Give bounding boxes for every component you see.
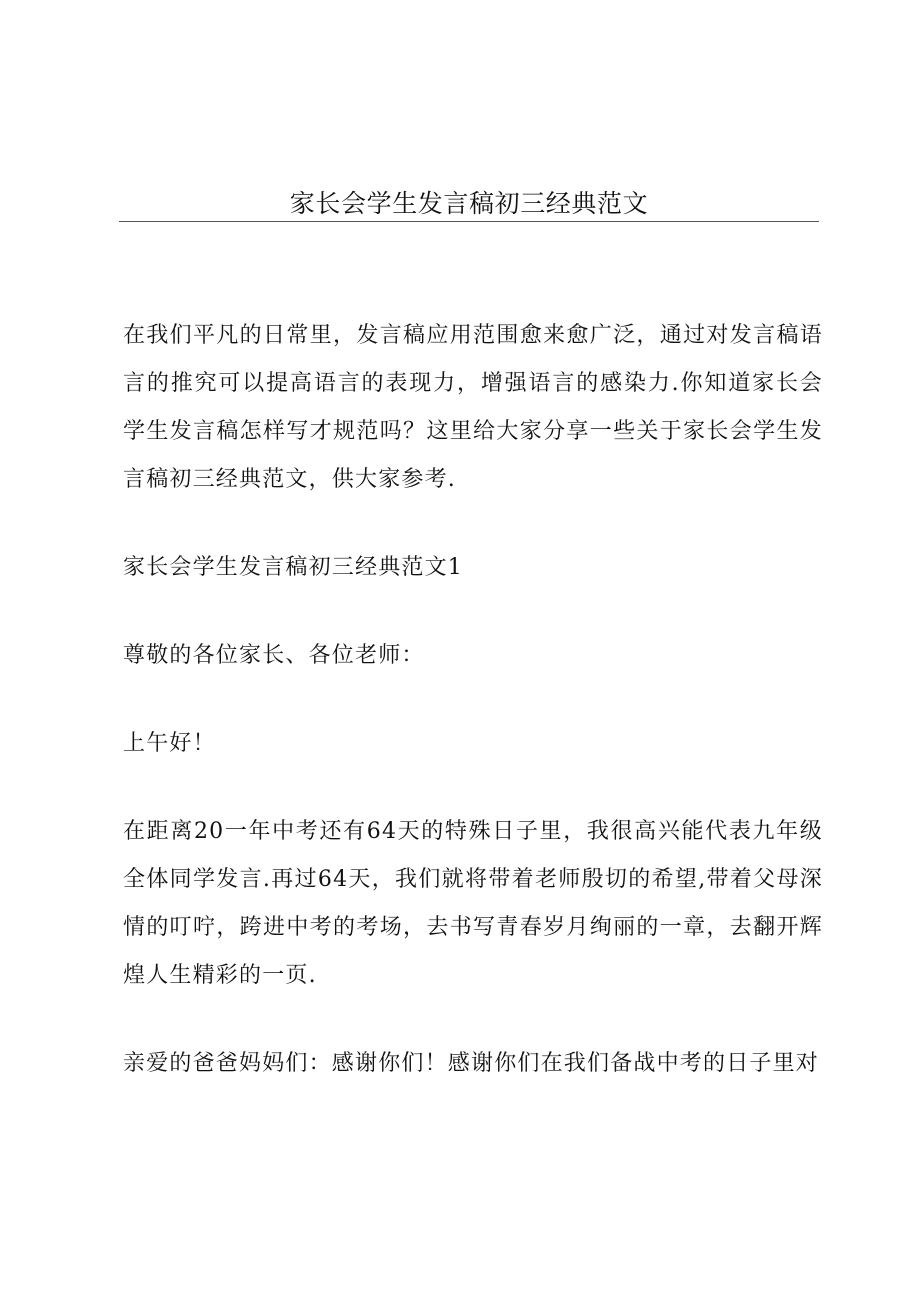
document-title: 家长会学生发言稿初三经典范文 [289,189,649,218]
greeting-line: 上午好！ [123,731,216,756]
document-header [119,183,819,223]
paragraph-spacing [123,768,823,808]
salutation-line: 尊敬的各位家长、各位老师： [123,643,425,668]
paragraph-spacing [123,592,823,632]
paragraph-spacing [123,1000,823,1040]
title-underline [119,221,819,222]
document-body [123,312,823,1088]
paragraph-spacing [123,504,823,544]
intro-paragraph: 在我们平凡的日常里，发言稿应用范围愈来愈广泛，通过对发言稿语言的推究可以提高语言的表现力，增强语言的感染力.你知道家长会学生发言稿怎样写才规范吗？这里给大家分享一些关于家长会学生发言稿初三经典范文，供大家参考. [123,323,823,492]
body-paragraph-1: 在距离20一年中考还有64天的特殊日子里，我很高兴能代表九年级全体同学发言.再过64天，我们就将带着老师殷切的希望,带着父母深情的叮咛，跨进中考的考场，去书写青春岁月绚丽的一章，去翻开辉煌人生精彩的一页. [123,819,823,988]
section-heading: 家长会学生发言稿初三经典范文1 [123,555,463,580]
paragraph-spacing [123,680,823,720]
body-paragraph-2: 亲爱的爸爸妈妈们：感谢你们！感谢你们在我们备战中考的日子里对 [123,1051,820,1076]
